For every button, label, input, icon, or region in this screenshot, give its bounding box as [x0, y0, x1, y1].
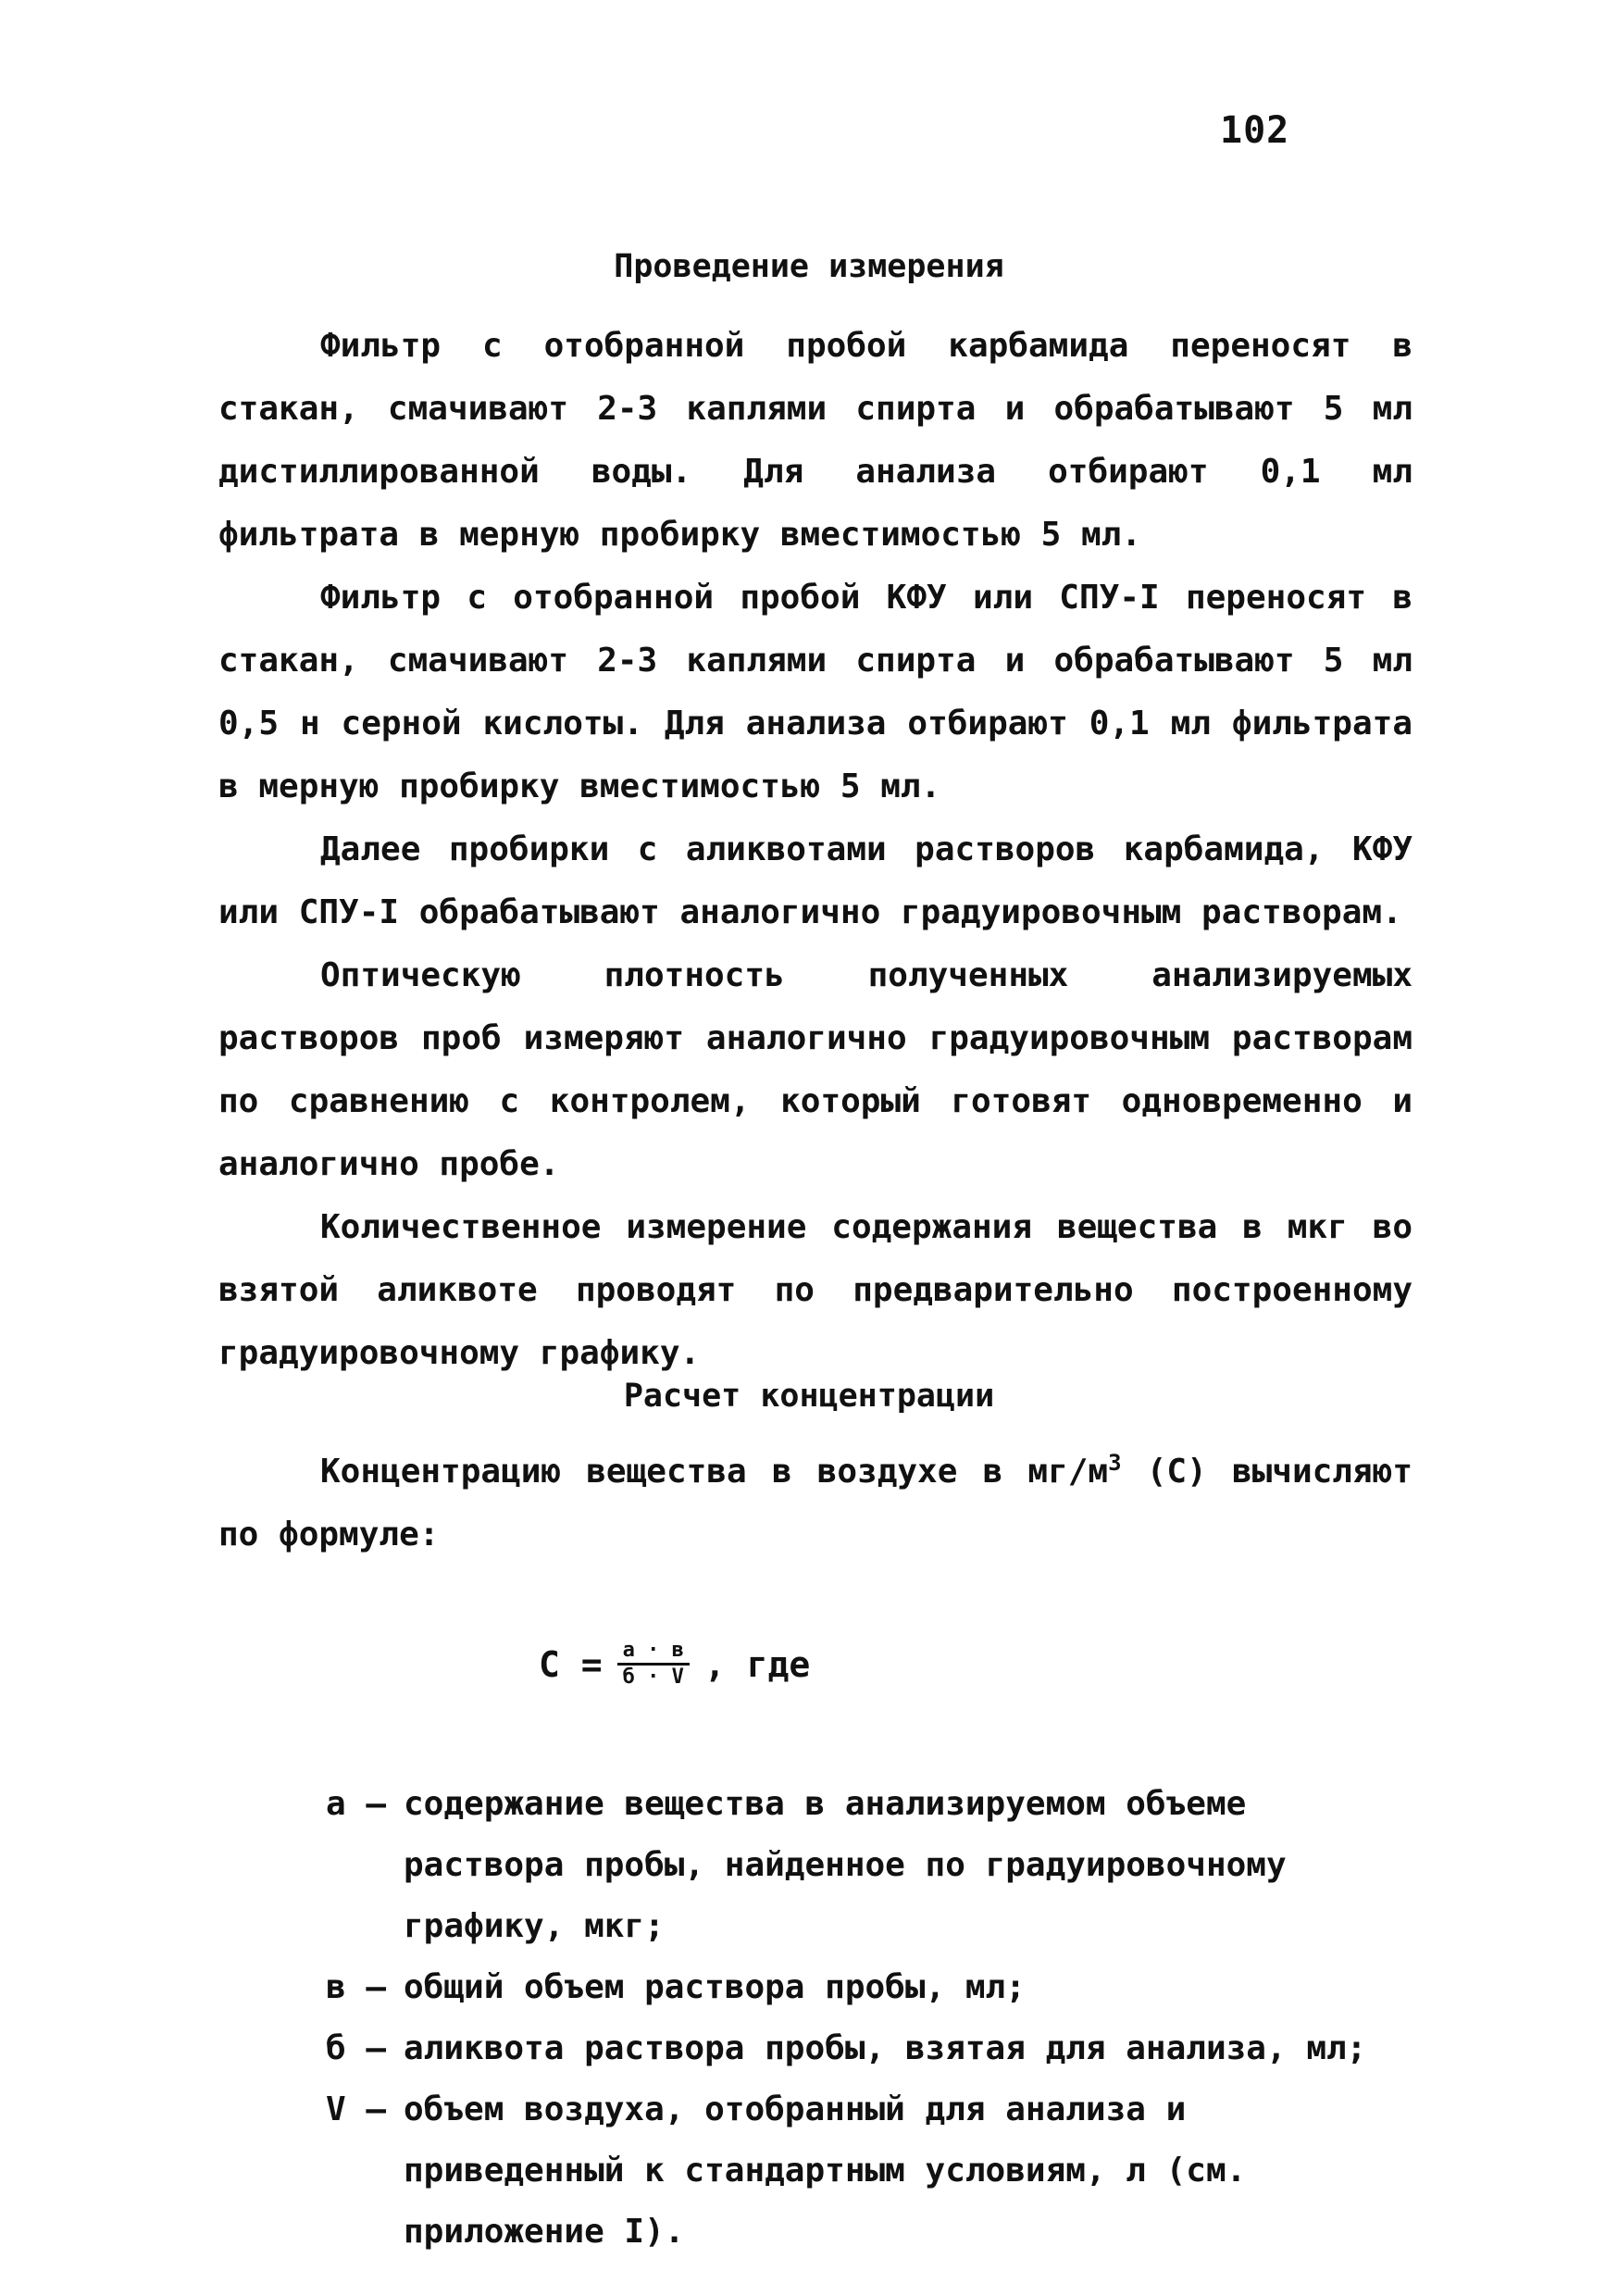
formula-fraction — [617, 1641, 690, 1688]
definition-text: общий объем раствора пробы, мл; — [404, 1968, 1026, 2006]
definition-symbol: б — [326, 2029, 346, 2067]
paragraph-optical-density: Оптическую плотность полученных анализируемых растворов проб измеряют аналогично градуировочным растворам по сравнению с контролем, который готовят одновременно и аналогично пробе. — [218, 956, 1413, 1183]
concentration-formula — [539, 1641, 810, 1688]
definition-symbol: V — [326, 2090, 346, 2128]
definition-symbol-marker: а – — [326, 1785, 387, 1823]
definition-symbol-marker: б – — [326, 2029, 387, 2067]
definition-item — [326, 2018, 1418, 2079]
definition-text: аликвота раствора пробы, взятая для анализа, мл; — [404, 2029, 1367, 2067]
calculation-intro-text — [218, 1441, 1413, 1566]
unit-exponent: 3 — [1108, 1450, 1122, 1476]
paragraph-aliquot-processing: Далее пробирки с аликвотами растворов карбамида, КФУ или СПУ-I обрабатывают аналогично градуировочным растворам. — [218, 830, 1413, 931]
paragraph-quantitative-measurement: Количественное измерение содержания вещества в мкг во взятой аликвоте проводят по предварительно построенному градуировочному графику. — [218, 1208, 1413, 1372]
definition-item — [326, 1774, 1418, 1957]
page-number: 102 — [1220, 109, 1290, 152]
definition-symbol-marker: в – — [326, 1968, 387, 2006]
formula-lhs: С = — [539, 1643, 603, 1685]
section-heading-calculation: Расчет концентрации — [623, 1378, 995, 1415]
intro-after-unit: (С) вычисляют по формуле: — [218, 1453, 1413, 1554]
definition-text: объем воздуха, отобранный для анализа и приведенный к стандартным условиям, л (см. приложение I). — [404, 2090, 1247, 2251]
formula-denominator: б · V — [622, 1666, 684, 1689]
formula-suffix: , где — [703, 1643, 811, 1685]
definition-symbol-marker: V – — [326, 2090, 387, 2128]
intro-before-unit: Концентрацию вещества в воздухе в мг/м — [320, 1453, 1109, 1491]
definition-item — [326, 2079, 1418, 2263]
paragraph-kfu-filter: Фильтр с отобранной пробой КФУ или СПУ-I переносят в стакан, смачивают 2-3 каплями спирта и обрабатывают 5 мл 0,5 н серной кислоты. Для анализа отбирают 0,1 мл фильтрата в мерную пробирку вместимостью 5 мл. — [218, 579, 1413, 805]
definition-text: содержание вещества в анализируемом объеме раствора пробы, найденное по градуировочному графику, мкг; — [404, 1785, 1287, 1945]
paragraph-urea-filter: Фильтр с отобранной пробой карбамида переносят в стакан, смачивают 2-3 каплями спирта и обрабатывают 5 мл дистиллированной воды. Для анализа отбирают 0,1 мл фильтрата в мерную пробирку вместимостью 5 мл. — [218, 327, 1413, 554]
definition-symbol: в — [326, 1968, 346, 2006]
formula-definitions — [326, 1774, 1418, 2263]
section-heading-measurement: Проведение измерения — [614, 248, 1004, 285]
measurement-body — [218, 315, 1413, 1385]
formula-numerator: а · в — [617, 1641, 690, 1666]
definition-item — [326, 1957, 1418, 2018]
calculation-intro — [218, 1441, 1413, 1566]
definition-symbol: а — [326, 1785, 346, 1823]
